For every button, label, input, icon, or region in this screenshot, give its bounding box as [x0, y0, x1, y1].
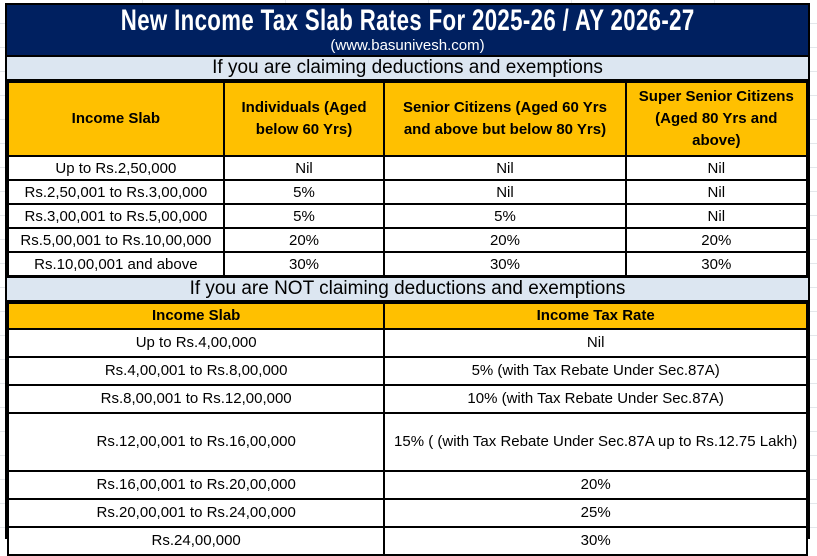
income-slab-cell: Rs.24,00,000	[8, 527, 384, 555]
tax-rate-cell: Nil	[384, 180, 625, 204]
tax-rate-cell: 30%	[224, 252, 385, 276]
page-title-text: New Income Tax Slab Rates For 2025-26 / AY 2026-27	[120, 4, 695, 37]
column-header-income-slab: Income Slab	[8, 303, 384, 329]
tax-rate-cell: 20%	[384, 228, 625, 252]
tax-rate-cell: 30%	[384, 252, 625, 276]
tax-rate-cell: 25%	[384, 499, 807, 527]
without-deductions-table	[7, 302, 808, 556]
income-slab-cell: Rs.5,00,001 to Rs.10,00,000	[8, 228, 224, 252]
table-row	[8, 180, 807, 204]
tax-rate-cell: 20%	[626, 228, 807, 252]
tax-rate-cell: 5%	[224, 204, 385, 228]
tax-rate-cell: 30%	[384, 527, 807, 555]
table-row	[8, 413, 807, 471]
column-header-individuals: Individuals (Aged below 60 Yrs)	[224, 82, 385, 156]
column-header-super-senior-citizens: Super Senior Citizens (Aged 80 Yrs and above)	[626, 82, 807, 156]
tax-rate-cell: 5% (with Tax Rebate Under Sec.87A)	[384, 357, 807, 385]
title-bar	[7, 5, 808, 56]
table-row	[8, 499, 807, 527]
table-row	[8, 204, 807, 228]
income-slab-cell: Rs.10,00,001 and above	[8, 252, 224, 276]
tax-slab-table	[5, 3, 810, 550]
income-slab-cell: Rs.3,00,001 to Rs.5,00,000	[8, 204, 224, 228]
table-row	[8, 252, 807, 276]
tax-rate-cell: Nil	[626, 204, 807, 228]
income-slab-cell: Up to Rs.4,00,000	[8, 329, 384, 357]
income-slab-cell: Rs.16,00,001 to Rs.20,00,000	[8, 471, 384, 499]
header-row	[8, 82, 807, 156]
tax-rate-cell: 15% ( (with Tax Rebate Under Sec.87A up to Rs.12.75 Lakh)	[384, 413, 807, 471]
tax-rate-cell: 5%	[224, 180, 385, 204]
table-row	[8, 329, 807, 357]
income-slab-cell: Rs.2,50,001 to Rs.3,00,000	[8, 180, 224, 204]
tax-rate-cell: Nil	[384, 156, 625, 180]
income-slab-cell: Up to Rs.2,50,000	[8, 156, 224, 180]
table-row	[8, 156, 807, 180]
column-header-senior-citizens: Senior Citizens (Aged 60 Yrs and above but below 80 Yrs)	[384, 82, 625, 156]
column-header-income-tax-rate: Income Tax Rate	[384, 303, 807, 329]
website-url: (www.basunivesh.com)	[330, 37, 485, 54]
income-slab-cell: Rs.20,00,001 to Rs.24,00,000	[8, 499, 384, 527]
tax-rate-cell: Nil	[626, 156, 807, 180]
table-row	[8, 357, 807, 385]
table-row	[8, 228, 807, 252]
column-header-income-slab: Income Slab	[8, 82, 224, 156]
income-slab-cell: Rs.4,00,001 to Rs.8,00,000	[8, 357, 384, 385]
tax-rate-cell: 20%	[224, 228, 385, 252]
tax-rate-cell: Nil	[384, 329, 807, 357]
table-row	[8, 471, 807, 499]
tax-rate-cell: 30%	[626, 252, 807, 276]
income-slab-cell: Rs.12,00,001 to Rs.16,00,000	[8, 413, 384, 471]
tax-rate-cell: 10% (with Tax Rebate Under Sec.87A)	[384, 385, 807, 413]
header-row	[8, 303, 807, 329]
tax-rate-cell: 5%	[384, 204, 625, 228]
tax-rate-cell: Nil	[224, 156, 385, 180]
section-band-with-deductions: If you are claiming deductions and exemptions	[7, 56, 808, 81]
income-slab-cell: Rs.8,00,001 to Rs.12,00,000	[8, 385, 384, 413]
with-deductions-table	[7, 81, 808, 277]
tax-rate-cell: 20%	[384, 471, 807, 499]
table-row	[8, 527, 807, 555]
table-row	[8, 385, 807, 413]
page-title	[7, 5, 808, 37]
tax-rate-cell: Nil	[626, 180, 807, 204]
section-band-without-deductions: If you are NOT claiming deductions and exemptions	[7, 277, 808, 302]
